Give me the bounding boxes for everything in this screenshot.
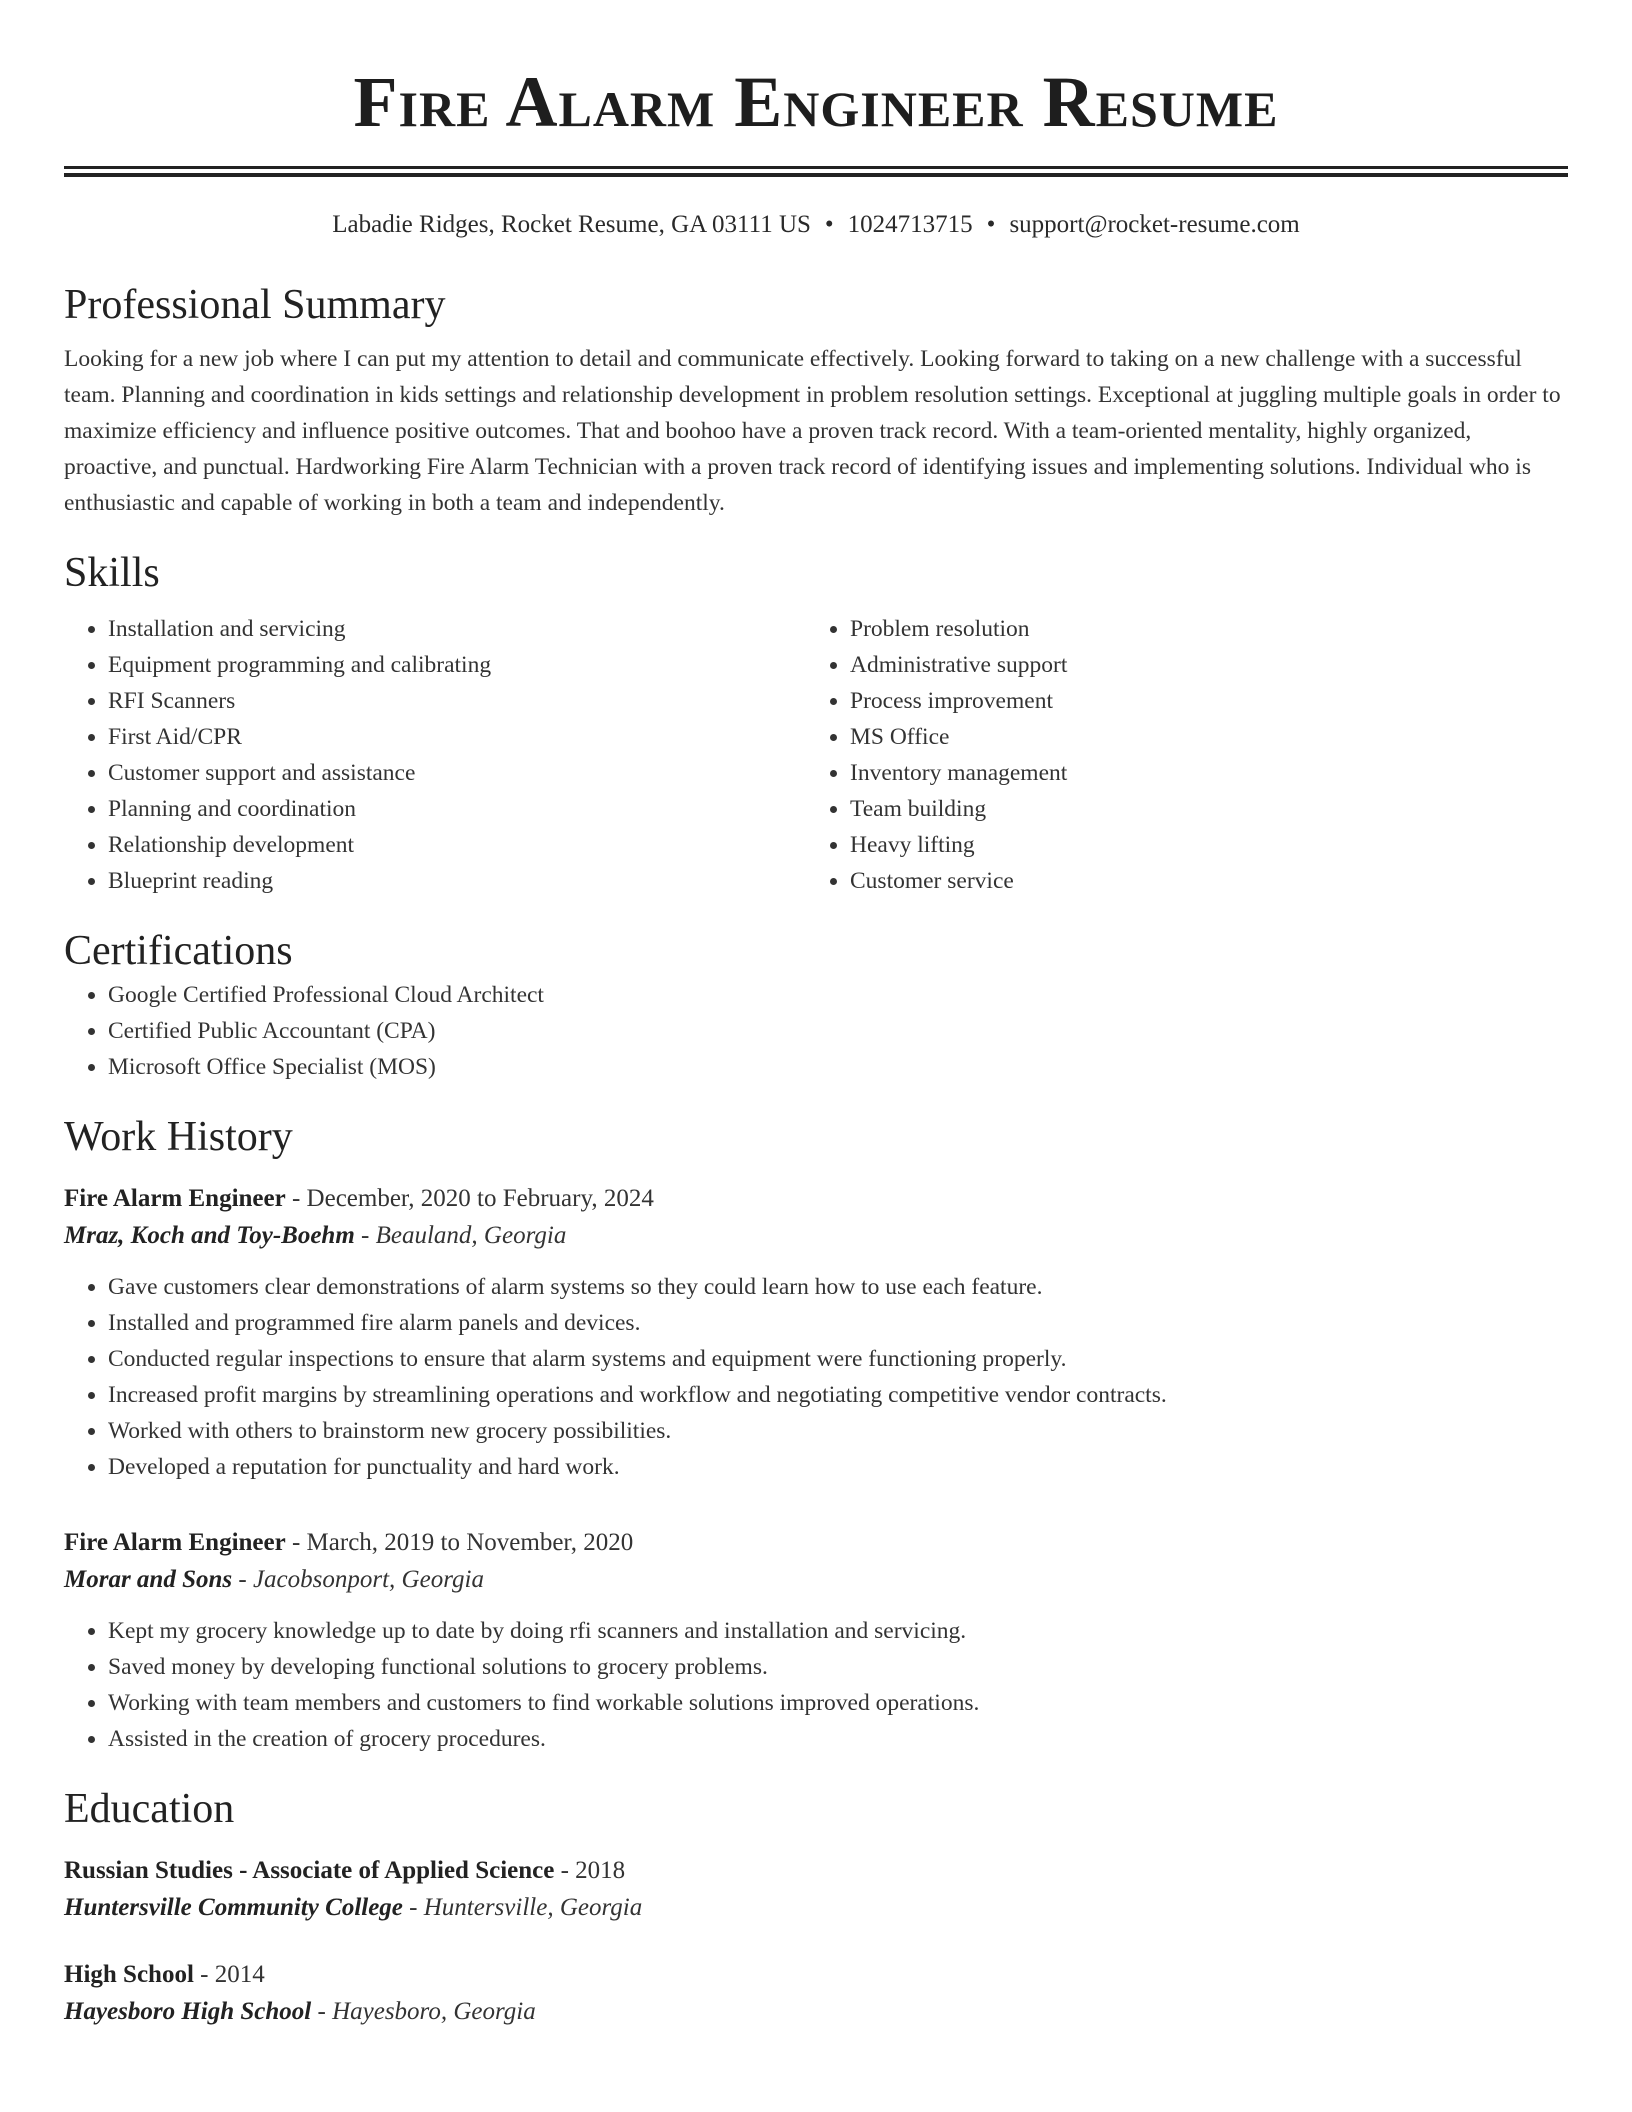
summary-text: Looking for a new job where I can put my attention to detail and communicate effectively. Looking forward to taking on a new challenge with a successful team. Planning and coordination in kids settings and relationship development in problem resolution settings. Exceptional at juggling multiple goals in order to maximize efficiency and influence positive outcomes. That and boohoo have a proven track record. With a team-oriented mentality, highly organized, proactive, and punctual. Hardworking Fire Alarm Technician with a proven track record of identifying issues and implementing solutions. Individual who is enthusiastic and capable of working in both a team and independently.	[64, 346, 1561, 516]
education-degree: High School	[64, 1961, 194, 1988]
skill-item: • Installation and servicing	[108, 611, 806, 647]
job-bullet: • Worked with others to brainstorm new grocery possibilities.	[108, 1413, 1568, 1449]
education-school-line	[64, 1993, 1568, 2031]
job-role: Fire Alarm Engineer	[64, 1529, 286, 1556]
education-year: - 2018	[554, 1857, 626, 1884]
certifications-list	[64, 977, 1568, 1085]
job-bullet: • Kept my grocery knowledge up to date by doing rfi scanners and installation and servicing.	[108, 1613, 1568, 1649]
certification-item: • Google Certified Professional Cloud Architect	[108, 977, 1568, 1013]
education-degree: Russian Studies - Associate of Applied Science	[64, 1857, 555, 1884]
skill-item: • Blueprint reading	[108, 863, 806, 899]
job-bullet: • Assisted in the creation of grocery procedures.	[108, 1721, 1568, 1757]
education-year: - 2014	[193, 1961, 265, 1988]
job-bullet: • Installed and programmed fire alarm panels and devices.	[108, 1305, 1568, 1341]
skill-item: • RFI Scanners	[108, 683, 806, 719]
contact-separator: •	[824, 211, 834, 238]
skills-heading: Skills	[64, 550, 160, 596]
skill-item: • Equipment programming and calibrating	[108, 647, 806, 683]
work-history-heading: Work History	[64, 1114, 293, 1160]
skill-item: • MS Office	[850, 719, 1548, 755]
education-entry	[64, 1957, 1568, 2031]
job-location: - Beauland, Georgia	[354, 1222, 567, 1249]
job-bullet: • Gave customers clear demonstrations of alarm systems so they could learn how to use each feature.	[108, 1269, 1568, 1305]
job-title-line	[64, 1525, 1568, 1561]
job-bullet: • Working with team members and customers to find workable solutions improved operations.	[108, 1685, 1568, 1721]
certification-item: • Microsoft Office Specialist (MOS)	[108, 1049, 1568, 1085]
skill-item: • Administrative support	[850, 647, 1548, 683]
education-degree-line	[64, 1853, 1568, 1889]
job-bullet: • Saved money by developing functional solutions to grocery problems.	[108, 1649, 1568, 1685]
skill-item: • Process improvement	[850, 683, 1548, 719]
skills-column-right	[806, 611, 1548, 899]
job-company-line	[64, 1561, 1568, 1599]
contact-phone: 1024713715	[847, 211, 973, 238]
job-bullet: • Developed a reputation for punctuality and hard work.	[108, 1449, 1568, 1485]
job-entry	[64, 1181, 1568, 1485]
skill-item: • Customer support and assistance	[108, 755, 806, 791]
job-role: Fire Alarm Engineer	[64, 1185, 286, 1212]
job-dates: - March, 2019 to November, 2020	[285, 1529, 634, 1556]
certifications-heading: Certifications	[64, 928, 293, 974]
education-location: - Huntersville, Georgia	[402, 1894, 643, 1921]
skill-item: • Inventory management	[850, 755, 1548, 791]
job-company-line	[64, 1217, 1568, 1255]
job-entry	[64, 1525, 1568, 1757]
job-bullet: • Conducted regular inspections to ensure that alarm systems and equipment were functioning properly.	[108, 1341, 1568, 1377]
skills-grid	[64, 611, 1568, 899]
job-bullets	[64, 1613, 1568, 1757]
skill-item: • Relationship development	[108, 827, 806, 863]
education-school: Huntersville Community College	[64, 1894, 403, 1921]
contact-email[interactable]: support@rocket-resume.com	[1009, 211, 1300, 238]
skill-item: • Team building	[850, 791, 1548, 827]
skill-item: • First Aid/CPR	[108, 719, 806, 755]
education-entry	[64, 1853, 1568, 1927]
job-dates: - December, 2020 to February, 2024	[285, 1185, 654, 1212]
education-degree-line	[64, 1957, 1568, 1993]
skill-item: • Heavy lifting	[850, 827, 1548, 863]
education-school-line	[64, 1889, 1568, 1927]
skill-item: • Customer service	[850, 863, 1548, 899]
job-company: Morar and Sons	[64, 1566, 233, 1593]
job-bullet: • Increased profit margins by streamlining operations and workflow and negotiating competitive vendor contracts.	[108, 1377, 1568, 1413]
education-location: - Hayesboro, Georgia	[311, 1998, 536, 2025]
job-location: - Jacobsonport, Georgia	[232, 1566, 484, 1593]
job-company: Mraz, Koch and Toy-Boehm	[64, 1222, 355, 1249]
education-school: Hayesboro High School	[64, 1998, 312, 2025]
contact-address: Labadie Ridges, Rocket Resume, GA 03111 US	[332, 211, 811, 238]
skill-item: • Planning and coordination	[108, 791, 806, 827]
contact-separator: •	[986, 211, 996, 238]
job-title-line	[64, 1181, 1568, 1217]
skill-item: • Problem resolution	[850, 611, 1548, 647]
job-bullets	[64, 1269, 1568, 1485]
skills-column-left	[64, 611, 806, 899]
summary-heading: Professional Summary	[64, 282, 446, 328]
resume-title: Fire Alarm Engineer Resume	[353, 62, 1279, 142]
education-heading: Education	[64, 1786, 235, 1832]
title-divider	[64, 166, 1568, 177]
contact-line	[64, 209, 1568, 241]
certification-item: • Certified Public Accountant (CPA)	[108, 1013, 1568, 1049]
